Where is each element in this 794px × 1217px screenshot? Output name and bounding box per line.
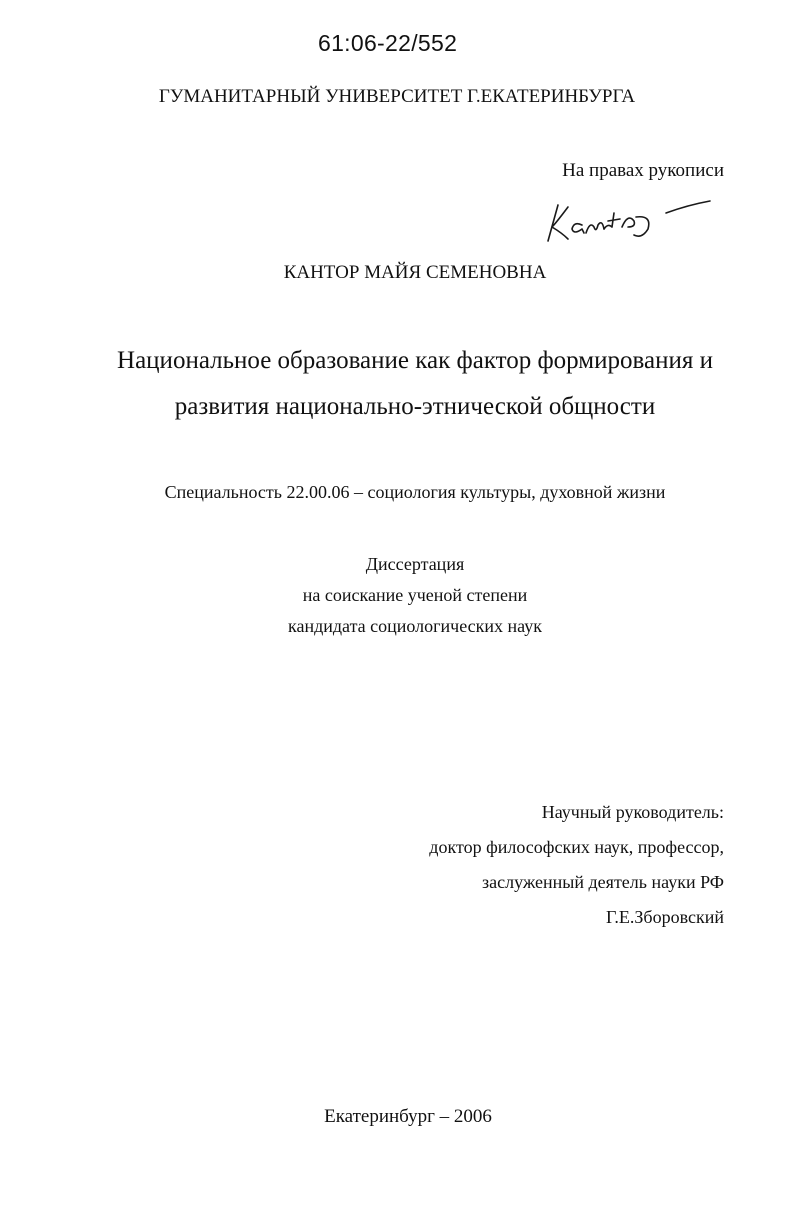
degree-name: кандидата социологических наук bbox=[288, 616, 542, 636]
supervisor-honor: заслуженный деятель науки РФ bbox=[482, 872, 724, 892]
dissertation-degree-block bbox=[0, 549, 794, 642]
supervisor-degree: доктор философских наук, профессор, bbox=[429, 837, 724, 857]
dissertation-label: Диссертация bbox=[365, 554, 465, 574]
supervisor-name: Г.Е.Зборовский bbox=[606, 907, 724, 927]
university-name: ГУМАНИТАРНЫЙ УНИВЕРСИТЕТ Г.ЕКАТЕРИНБУРГА bbox=[158, 86, 636, 107]
title-line-1: Национальное образование как фактор формирования и bbox=[117, 347, 713, 374]
supervisor-label: Научный руководитель: bbox=[541, 802, 724, 822]
dissertation-title bbox=[0, 338, 794, 430]
specialty-line: Специальность 22.00.06 – социология культуры, духовной жизни bbox=[164, 482, 666, 502]
title-line-2: развития национально-этнической общности bbox=[174, 393, 656, 420]
city-year: Екатеринбург – 2006 bbox=[324, 1106, 492, 1127]
supervisor-block bbox=[429, 795, 724, 935]
author-name: КАНТОР МАЙЯ СЕМЕНОВНА bbox=[283, 262, 547, 283]
handwritten-signature bbox=[538, 193, 718, 249]
manuscript-rights-note: На правах рукописи bbox=[562, 160, 724, 181]
archive-code: 61:06-22/552 bbox=[318, 30, 458, 56]
degree-purpose: на соискание ученой степени bbox=[302, 585, 528, 605]
